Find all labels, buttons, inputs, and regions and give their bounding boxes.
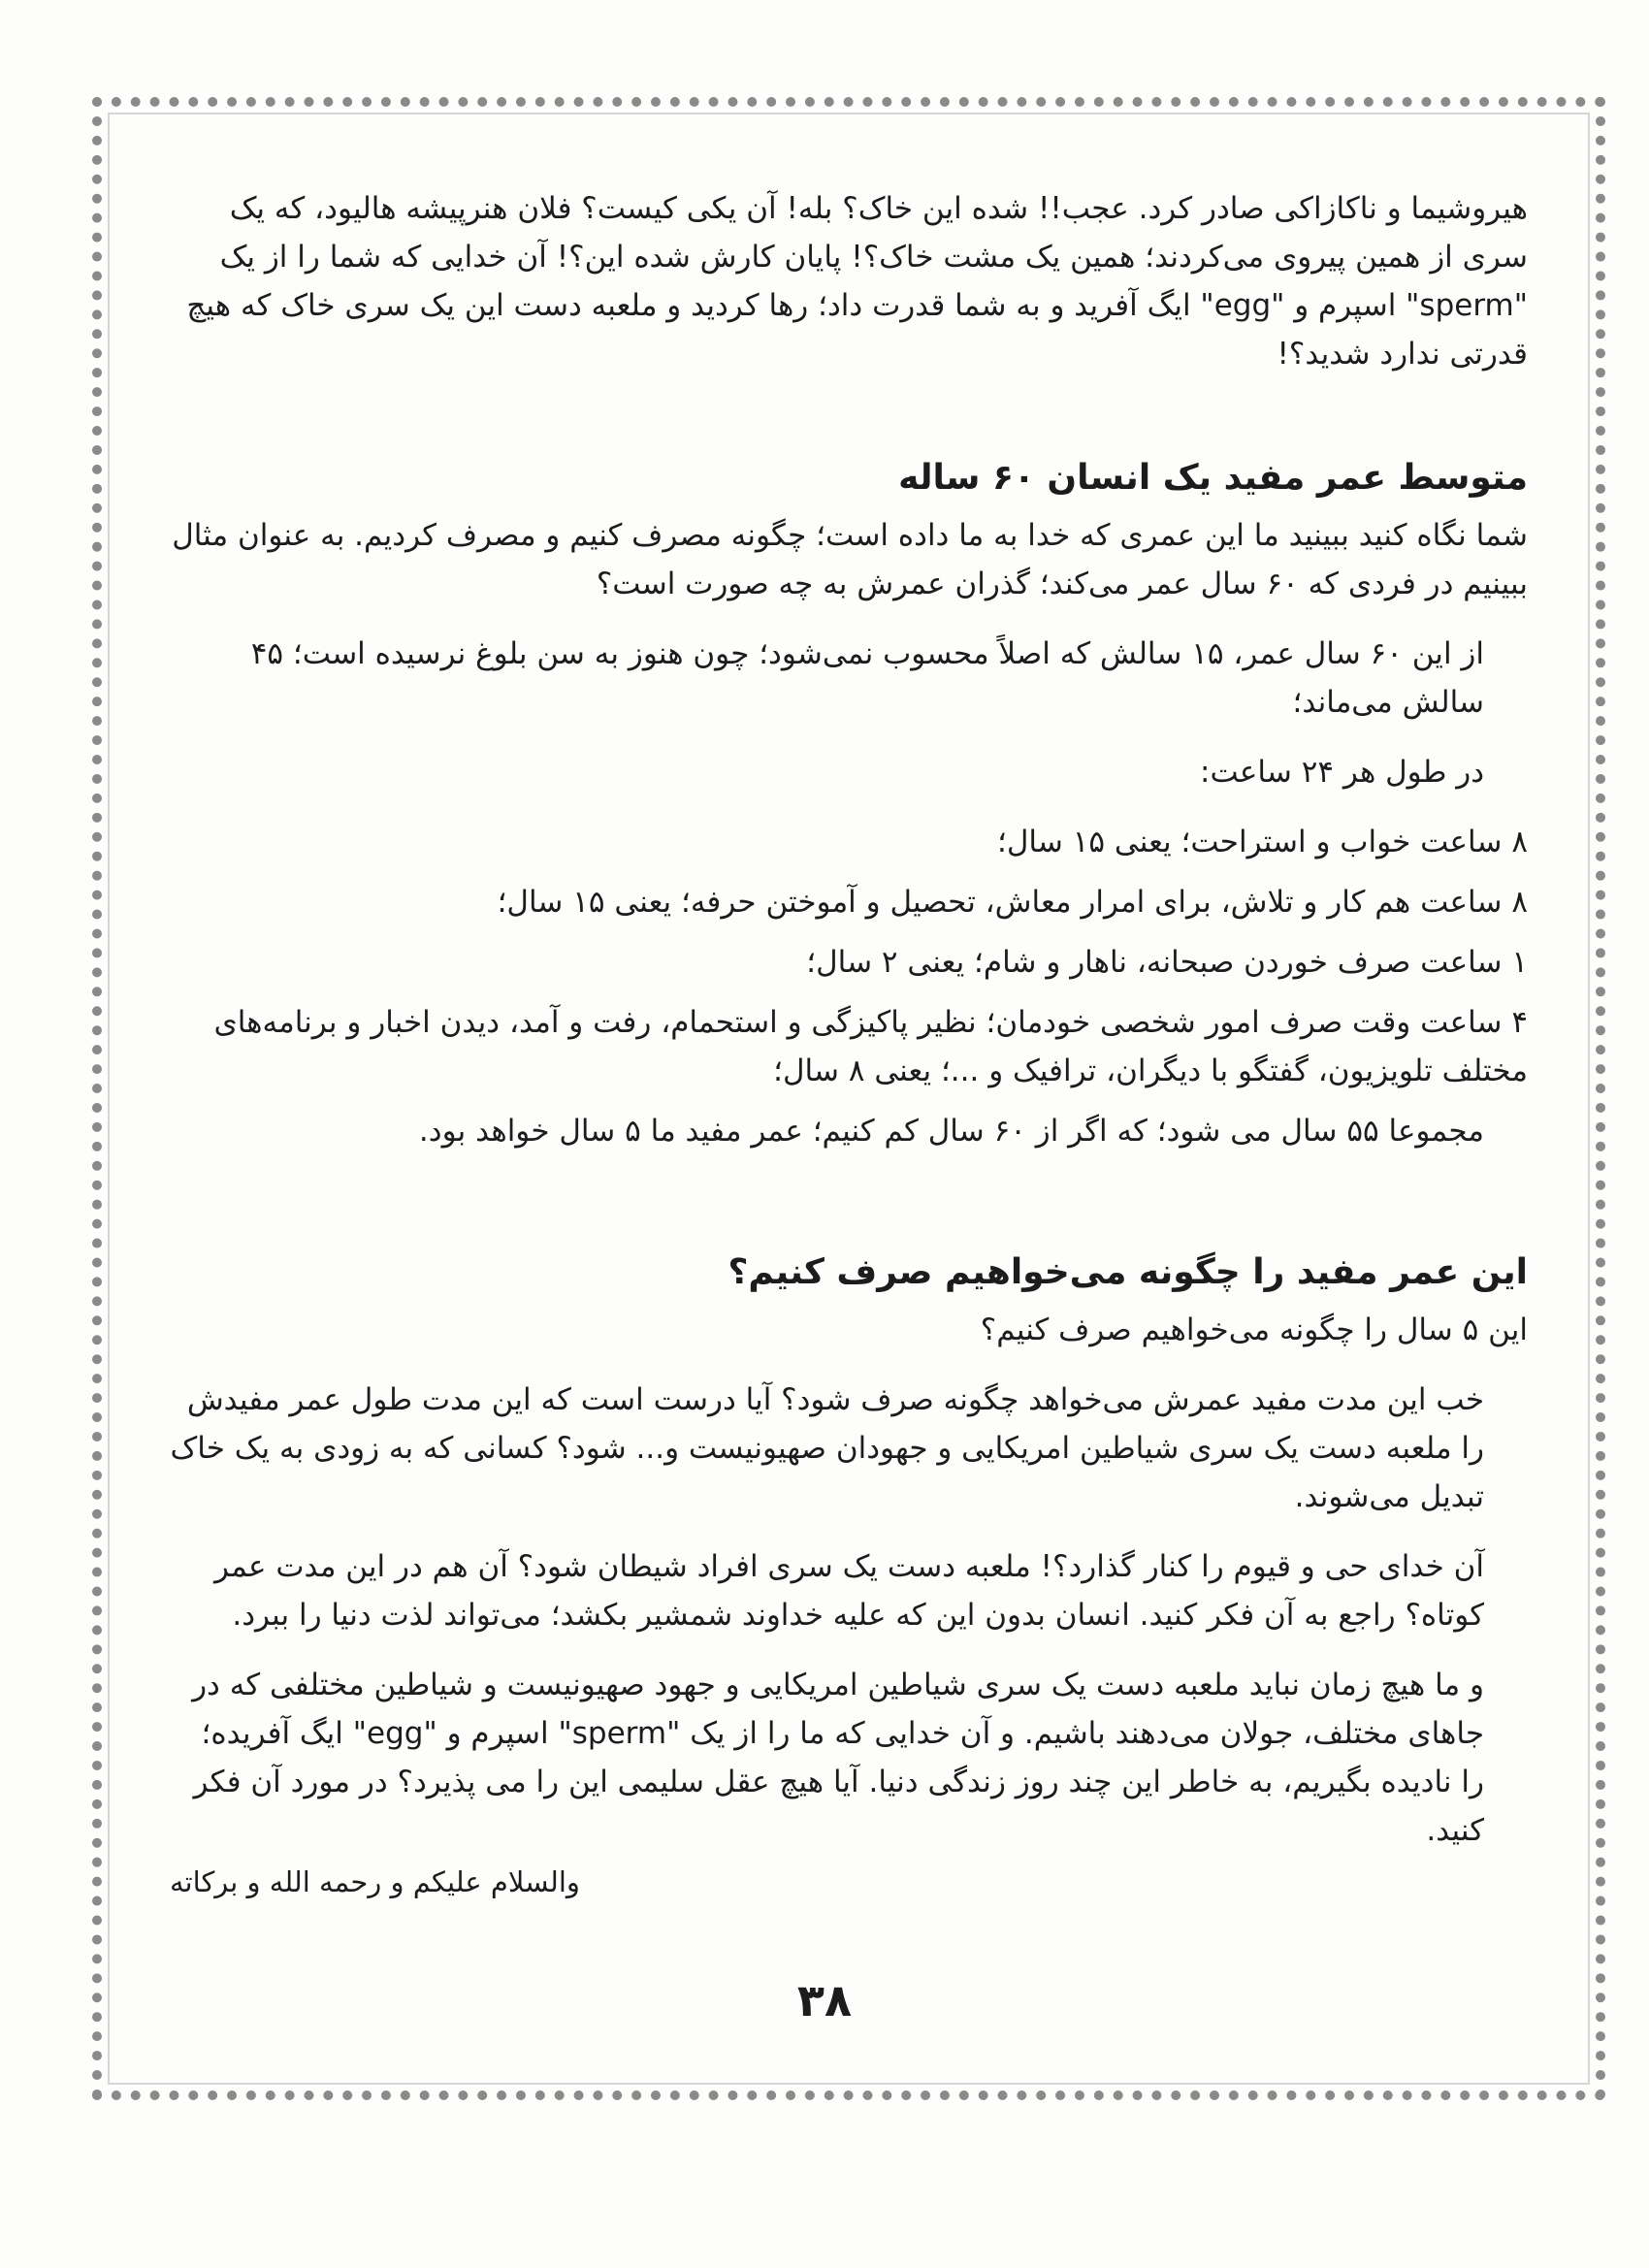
section1-line-2: در طول هر ۲۴ ساعت: <box>1200 755 1484 790</box>
section2-paragraph-1: خب این مدت مفید عمرش می‌خواهد چگونه صرف شود؟ آیا درست است که این مدت طول عمر مفیدش را ملعبه دست یک سری شیاطین امریکایی و جهودان صهیونیست و... شود؟ کسانی که به زودی به یک خاک تبدیل می‌شوند. <box>170 1382 1484 1514</box>
page-number: ۳۸ <box>796 1974 853 2026</box>
section2-paragraph-3: و ما هیچ زمان نباید ملعبه دست یک سری شیاطین امریکایی و جهود صهیونیست و شیاطین مختلفی که در جاهای مختلف، جولان می‌دهند باشیم. و آن خدایی که ما را از یک "sperm" اسپرم و "egg" ایگ آفریده؛ را نادیده بگیریم، به خاطر این چند روز زندگی دنیا. آیا هیچ عقل سلیمی این را می پذیرد؟ در مورد آن فکر کنید. <box>192 1668 1484 1848</box>
section1-summary: مجموعا ۵۵ سال می شود؛ که اگر از ۶۰ سال کم کنیم؛ عمر مفید ما ۵ سال خواهد بود. <box>418 1114 1484 1149</box>
page-content <box>170 184 1528 1903</box>
intro-paragraph: هیروشیما و ناکازاکی صادر کرد. عجب!! شده این خاک؟ بله! آن یکی کیست؟ فلان هنرپیشه هالیود، که یک سری از همین پیروی می‌کردند؛ همین یک مشت خاک؟! پایان کارش شده این؟! آن خدایی که شما را از یک "sperm" اسپرم و "egg" ایگ آفرید و به شما قدرت داد؛ رها کردید و ملعبه دست این یک سری خاک که هیچ قدرتی ندارد شدید؟! <box>186 191 1528 372</box>
section2-question: این ۵ سال را چگونه می‌خواهیم صرف کنیم؟ <box>980 1312 1528 1347</box>
list-item: ۱ ساعت صرف خوردن صبحانه، ناهار و شام؛ یعنی ۲ سال؛ <box>806 945 1528 980</box>
list-item: ۸ ساعت خواب و استراحت؛ یعنی ۱۵ سال؛ <box>997 825 1528 859</box>
section1-paragraph: شما نگاه کنید ببینید ما این عمری که خدا به ما داده است؛ چگونه مصرف کنیم و مصرف کردیم. به عنوان مثال ببینیم در فردی که ۶۰ سال عمر می‌کند؛ گذران عمرش به چه صورت است؟ <box>172 518 1528 601</box>
list-item: ۸ ساعت هم کار و تلاش، برای امرار معاش، تحصیل و آموختن حرفه؛ یعنی ۱۵ سال؛ <box>497 885 1528 920</box>
section2-paragraph-2: آن خدای حی و قیوم را کنار گذارد؟! ملعبه دست یک سری افراد شیطان شود؟ آن هم در این مدت عمر کوتاه؟ راجع به آن فکر کنید. انسان بدون این که علیه خداوند شمشیر بکشد؛ می‌تواند لذت دنیا را ببرد. <box>214 1549 1484 1633</box>
section-heading-1: متوسط عمر مفید یک انسان ۶۰ ساله <box>898 458 1528 498</box>
closing-salutation: والسلام علیکم و رحمه الله و برکاته <box>170 1865 580 1898</box>
section-heading-2: این عمر مفید را چگونه می‌خواهیم صرف کنیم؟ <box>728 1252 1528 1292</box>
section1-line-1: از این ۶۰ سال عمر، ۱۵ سالش که اصلاً محسوب نمی‌شود؛ چون هنوز به سن بلوغ نرسیده است؛ ۴۵ سالش می‌ماند؛ <box>250 636 1484 720</box>
list-item: ۴ ساعت وقت صرف امور شخصی خودمان؛ نظیر پاکیزگی و استحمام، رفت و آمد، دیدن اخبار و برنامه‌های مختلف تلویزیون، گفتگو با دیگران، ترافیک و ...؛ یعنی ۸ سال؛ <box>213 1005 1528 1088</box>
